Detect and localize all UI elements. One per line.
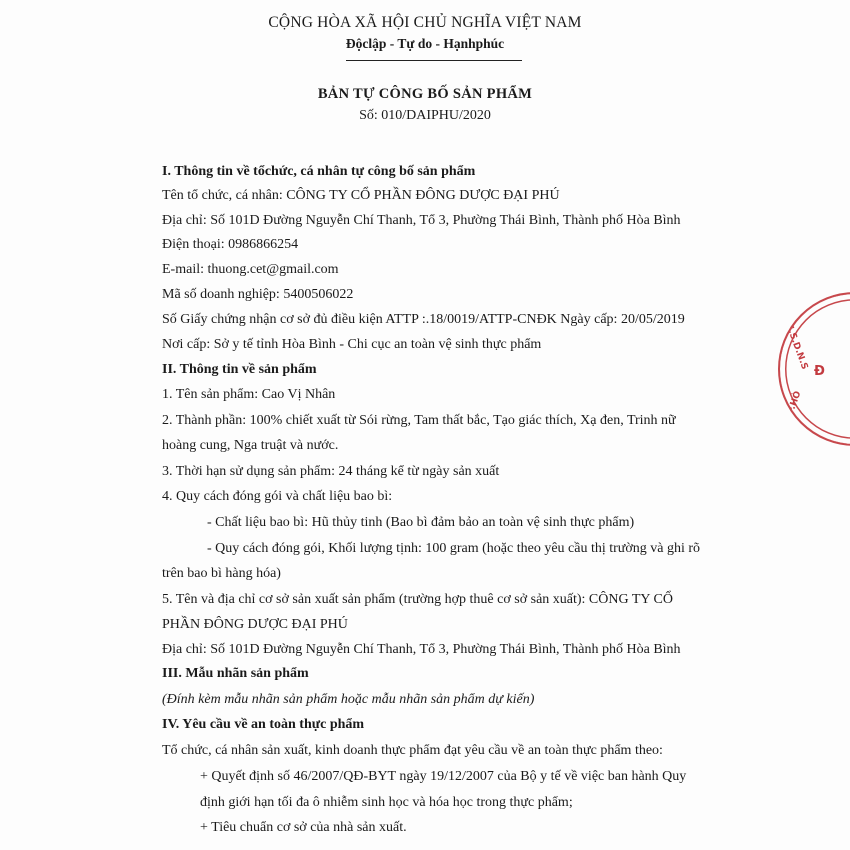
org-address-line: Địa chỉ: Số 101D Đường Nguyễn Chí Thanh, Tổ 3, Phường Thái Bình, Thành phố Hòa Bình bbox=[162, 213, 681, 228]
document-title: BẢN TỰ CÔNG BỐ SẢN PHẨM bbox=[317, 86, 533, 102]
packaging-weight-cont: trên bao bì hàng hóa) bbox=[162, 566, 281, 581]
manufacturer-address-line: Địa chỉ: Số 101D Đường Nguyễn Chí Thanh, Tổ 3, Phường Thái Bình, Thành phố Hòa Bình bbox=[162, 642, 681, 657]
manufacturer-name-cont: PHẦN ĐÔNG DƯỢC ĐẠI PHÚ bbox=[162, 617, 348, 632]
safety-intro-line: Tổ chức, cá nhân sản xuất, kinh doanh thực phẩm đạt yêu cầu về an toàn thực phẩm theo: bbox=[162, 743, 663, 758]
header-divider bbox=[346, 60, 522, 61]
product-shelf-life-line: 3. Thời hạn sử dụng sản phẩm: 24 tháng kể từ ngày sản xuất bbox=[162, 464, 500, 479]
document-number: Số: 010/DAIPHU/2020 bbox=[359, 108, 491, 123]
org-issuer-line: Nơi cấp: Sở y tế tỉnh Hòa Bình - Chi cục an toàn vệ sinh thực phẩm bbox=[162, 337, 542, 352]
safety-decision-line: + Quyết định số 46/2007/QĐ-BYT ngày 19/12/2007 của Bộ y tế về việc ban hành Quy bbox=[200, 769, 687, 784]
stamp-text-bottom: P.HÒ bbox=[786, 389, 804, 416]
org-tax-code-line: Mã số doanh nghiệp: 5400506022 bbox=[162, 287, 354, 302]
org-phone-line: Điện thoại: 0986866254 bbox=[162, 237, 299, 252]
packaging-weight-line: - Quy cách đóng gói, Khối lượng tịnh: 100 gram (hoặc theo yêu cầu thị trường và ghi rõ bbox=[207, 541, 701, 556]
org-certificate-line: Số Giấy chứng nhận cơ sở đủ điều kiện ATTP :.18/0019/ATTP-CNĐK Ngày cấp: 20/05/2019 bbox=[162, 312, 685, 327]
safety-standard-line: + Tiêu chuẩn cơ sở của nhà sản xuất. bbox=[200, 820, 407, 835]
company-stamp bbox=[778, 292, 850, 446]
label-note: (Đính kèm mẫu nhãn sản phẩm hoặc mẫu nhãn sản phẩm dự kiến) bbox=[162, 692, 535, 707]
section-4-heading: IV. Yêu cầu về an toàn thực phẩm bbox=[162, 717, 365, 732]
product-ingredients-line: 2. Thành phần: 100% chiết xuất từ Sói rừng, Tam thất bắc, Tạo giác thích, Xạ đen, Trinh nữ bbox=[162, 413, 676, 428]
stamp-text-top: M.S.D.N.S bbox=[782, 320, 810, 371]
product-ingredients-cont: hoàng cung, Nga truật và nước. bbox=[162, 438, 339, 453]
national-motto: Độclập - Tự do - Hạnhphúc bbox=[345, 36, 505, 51]
national-title: CỘNG HÒA XÃ HỘI CHỦ NGHĨA VIỆT NAM bbox=[268, 14, 582, 31]
product-name-line: 1. Tên sản phẩm: Cao Vị Nhân bbox=[162, 387, 336, 402]
safety-decision-cont: định giới hạn tối đa ô nhiễm sinh học và hóa học trong thực phẩm; bbox=[200, 795, 573, 810]
packaging-material-line: - Chất liệu bao bì: Hũ thủy tinh (Bao bì đảm bảo an toàn vệ sinh thực phẩm) bbox=[207, 515, 635, 530]
packaging-heading-line: 4. Quy cách đóng gói và chất liệu bao bì: bbox=[162, 489, 393, 504]
section-3-heading: III. Mẫu nhãn sản phẩm bbox=[162, 666, 309, 681]
org-name-line: Tên tổ chức, cá nhân: CÔNG TY CỔ PHẦN ĐÔNG DƯỢC ĐẠI PHÚ bbox=[162, 188, 560, 203]
section-2-heading: II. Thông tin về sản phẩm bbox=[162, 362, 317, 377]
org-email-line: E-mail: thuong.cet@gmail.com bbox=[162, 262, 339, 277]
stamp-text-mid: Đ bbox=[814, 364, 825, 379]
section-1-heading: I. Thông tin về tổchức, cá nhân tự công bố sản phẩm bbox=[162, 164, 476, 179]
manufacturer-line: 5. Tên và địa chỉ cơ sở sản xuất sản phẩm (trường hợp thuê cơ sở sản xuất): CÔNG TY CỔ bbox=[162, 592, 673, 607]
